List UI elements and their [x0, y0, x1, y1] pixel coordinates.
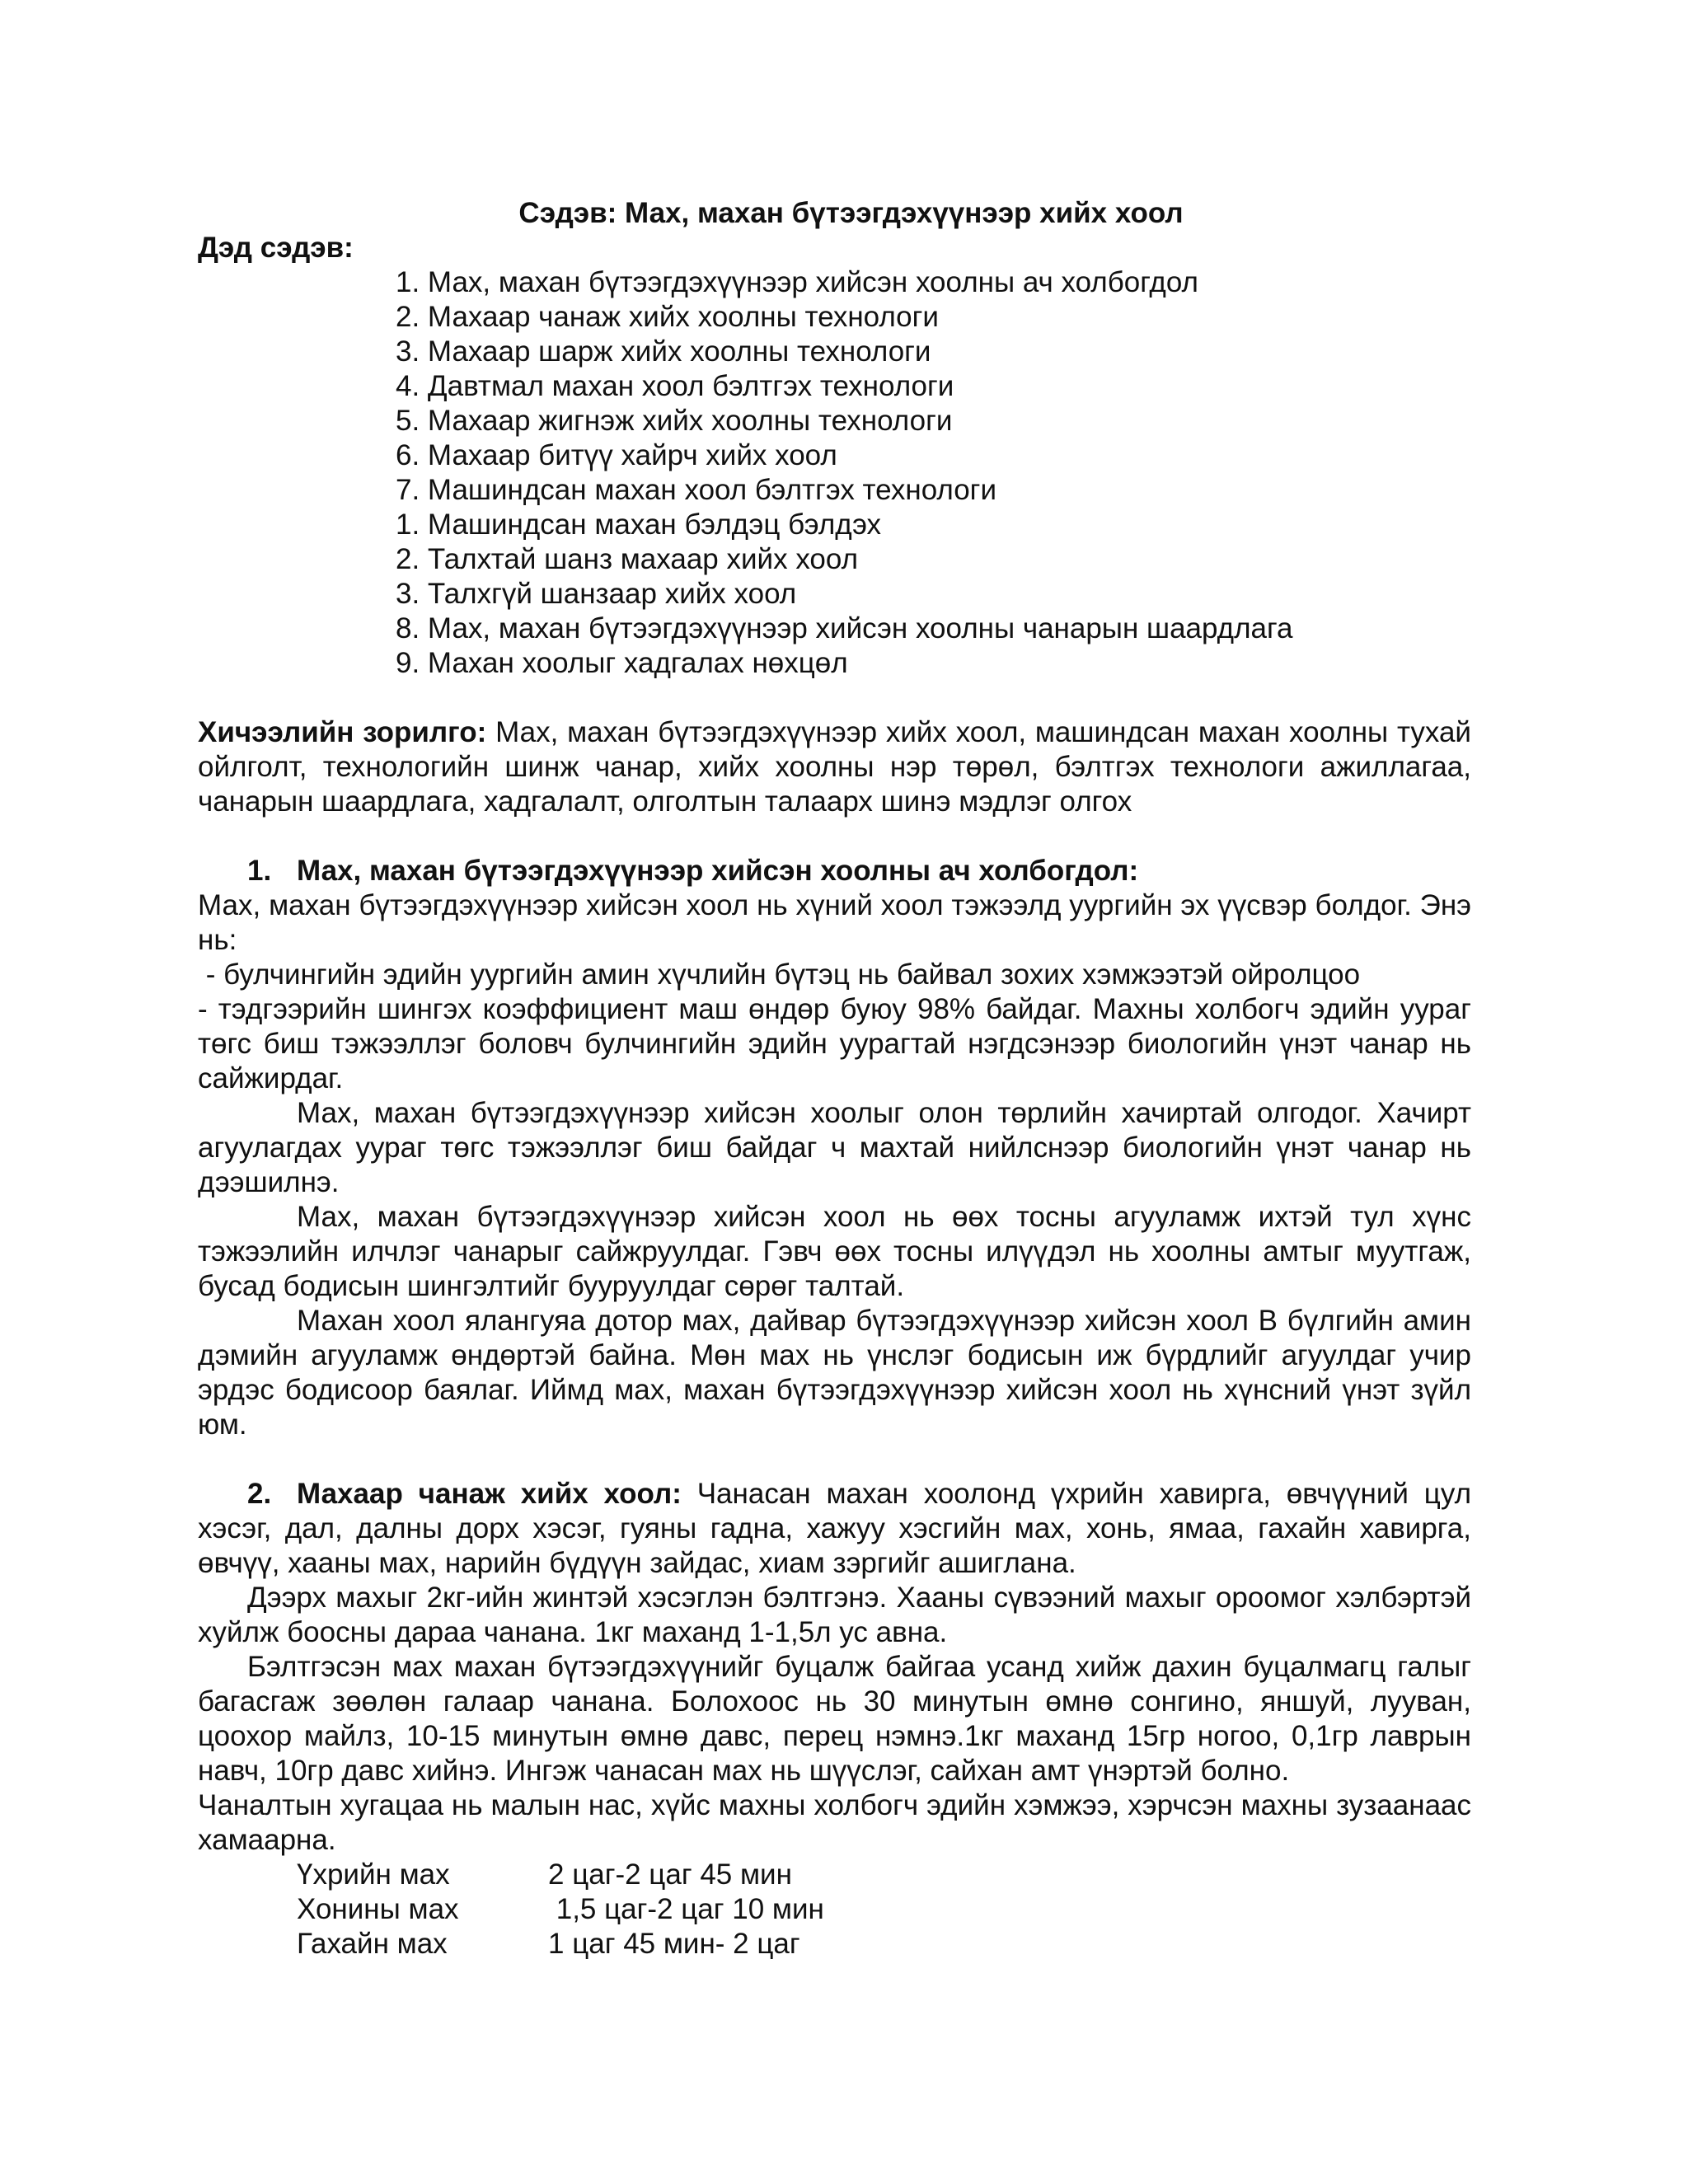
section-1-bullet: - тэдгээрийн шингэх коэффициент маш өндөр буюу 98% байдаг. Махны холбогч эдийн уураг төгс биш тэжээллэг боловч булчингийн эдийн уурагтай нэгдсэнээр биологийн үнэт чанар нь сайжирдаг. [198, 993, 1471, 1094]
section-2-number: 2. [247, 1478, 272, 1510]
objective-label: Хичээлийн зорилго: [198, 716, 487, 748]
subtopic-item: 3. Махаар шарж хийх хоолны технологи [396, 335, 931, 368]
section-1-paragraph: Мах, махан бүтээгдэхүүнээр хийсэн хоолыг олон төрлийн хачиртай олгодог. Хачирт агуулагдах уураг төгс тэжээллэг биш байдаг ч махтай нийлснээр биологийн үнэт чанар нь дээшилнэ. [198, 1097, 1471, 1198]
cooking-times-list [198, 1858, 1471, 1961]
meat-type: Үхрийн мах [297, 1858, 450, 1891]
section-1-heading [198, 854, 1471, 888]
section-1-intro: Мах, махан бүтээгдэхүүнээр хийсэн хоол нь хүний хоол тэжээлд уургийн эх үүсвэр болдог. Энэ нь: [198, 889, 1471, 956]
section-1-paragraph: Махан хоол ялангуяа дотор мах, дайвар бүтээгдэхүүнээр хийсэн хоол В бүлгийн амин дэмийн агууламж өндөртэй байна. Мөн мах нь үнслэг бодисын иж бүрдлийг агуулдаг учир эрдэс бодисоор баялаг. Иймд мах, махан бүтээгдэхүүнээр хийсэн хоол нь хүнсний үнэт зүйл юм. [198, 1305, 1471, 1441]
section-2-intro-text: Чанасан махан хоолонд үхрийн хавирга, өвчүүний цул хэсэг, дал, далны дорх хэсэг, гуяны гадна, хажуу хэсгийн мах, хонь, ямаа, гахайн хавирга, өвчүү, хааны мах, нарийн бүдүүн зайдас, хиам зэргийг ашиглана. [198, 1478, 1471, 1579]
section-1-title: Мах, махан бүтээгдэхүүнээр хийсэн хоолны ач холбогдол: [297, 855, 1139, 887]
section-2-paragraph: Бэлтгэсэн мах махан бүтээгдэхүүнийг буцалж байгаа усанд хийж дахин буцалмагц галыг багасгаж зөөлөн галаар чанана. Болохоос нь 30 минутын өмнө сонгино, яншуй, лууван, цоохор майлз, 10-15 минутын өмнө давс, перец нэмнэ.1кг маханд 15гр ногоо, 0,1гр лаврын навч, 10гр давс хийнэ. Ингэж чанасан мах нь шүүслэг, сайхан амт үнэртэй болно. [198, 1651, 1471, 1787]
section-2-title: Махаар чанаж хийх хоол: [297, 1478, 682, 1510]
cooking-time: 1 цаг 45 мин- 2 цаг [548, 1928, 800, 1960]
subtopics-list [198, 265, 1471, 681]
subtopics-label: Дэд сэдэв: [198, 232, 354, 264]
section-2-intro [198, 1477, 1471, 1581]
section-2-heading [198, 1478, 682, 1510]
subtopic-item: 5. Махаар жигнэж хийх хоолны технологи [396, 405, 953, 437]
cooking-time: 2 цаг-2 цаг 45 мин [548, 1858, 792, 1891]
objective-text: Мах, махан бүтээгдэхүүнээр хийх хоол, машиндсан махан хоолны тухай ойлголт, технологийн шинж чанар, хийх хоолны нэр төрөл, бэлтгэх технологи ажиллагаа, чанарын шаардлага, хадгалалт, олголтын талаарх шинэ мэдлэг олгох [198, 716, 1471, 818]
subtopic-item: 2. Махаар чанаж хийх хоолны технологи [396, 301, 939, 333]
subtopic-item: 7. Машиндсан махан хоол бэлтгэх технологи [396, 474, 997, 506]
subtopic-item: 2. Талхтай шанз махаар хийх хоол [396, 543, 859, 575]
cooking-time-row [297, 1892, 1471, 1927]
cooking-time-row [297, 1927, 1471, 1961]
subtopic-item: 1. Мах, махан бүтээгдэхүүнээр хийсэн хоолны ач холбогдол [396, 266, 1198, 298]
section-1-number: 1. [247, 855, 272, 887]
subtopic-item: 6. Махаар битүү хайрч хийх хоол [396, 439, 837, 471]
cooking-time-row [297, 1858, 1471, 1892]
subtopic-item: 4. Давтмал махан хоол бэлтгэх технологи [396, 370, 954, 402]
meat-type: Гахайн мах [297, 1928, 448, 1960]
section-2-paragraph: Чаналтын хугацаа нь малын нас, хүйс махны холбогч эдийн хэмжээ, хэрчсэн махны зузаанаас хамаарна. [198, 1789, 1471, 1856]
subtopic-item: 9. Махан хоолыг хадгалах нөхцөл [396, 647, 848, 679]
section-1-paragraph: Мах, махан бүтээгдэхүүнээр хийсэн хоол нь өөх тосны агууламж ихтэй тул хүнс тэжээлийн илчлэг чанарыг сайжруулдаг. Гэвч өөх тосны илүүдэл нь хоолны амтыг муутгаж, бусад бодисын шингэлтийг бууруулдаг сөрөг талтай. [198, 1201, 1471, 1302]
section-1-bullet: - булчингийн эдийн уургийн амин хүчлийн бүтэц нь байвал зохих хэмжээтэй ойролцоо [198, 958, 1361, 991]
subtopic-item: 8. Мах, махан бүтээгдэхүүнээр хийсэн хоолны чанарын шаардлага [396, 612, 1293, 644]
document-title: Сэдэв: Мах, махан бүтээгдэхүүнээр хийх хоол [518, 197, 1184, 229]
lesson-objective [198, 715, 1471, 819]
cooking-time: 1,5 цаг-2 цаг 10 мин [548, 1893, 824, 1925]
document-page [198, 196, 1471, 1961]
section-2-paragraph: Дээрх махыг 2кг-ийн жинтэй хэсэглэн бэлтгэнэ. Хааны сүвээний махыг ороомог хэлбэртэй хуйлж боосны дараа чанана. 1кг маханд 1-1,5л ус авна. [198, 1582, 1471, 1648]
subtopic-item: 3. Талхгүй шанзаар хийх хоол [396, 578, 797, 610]
meat-type: Хонины мах [297, 1893, 459, 1925]
subtopic-item: 1. Машиндсан махан бэлдэц бэлдэх [396, 509, 882, 541]
